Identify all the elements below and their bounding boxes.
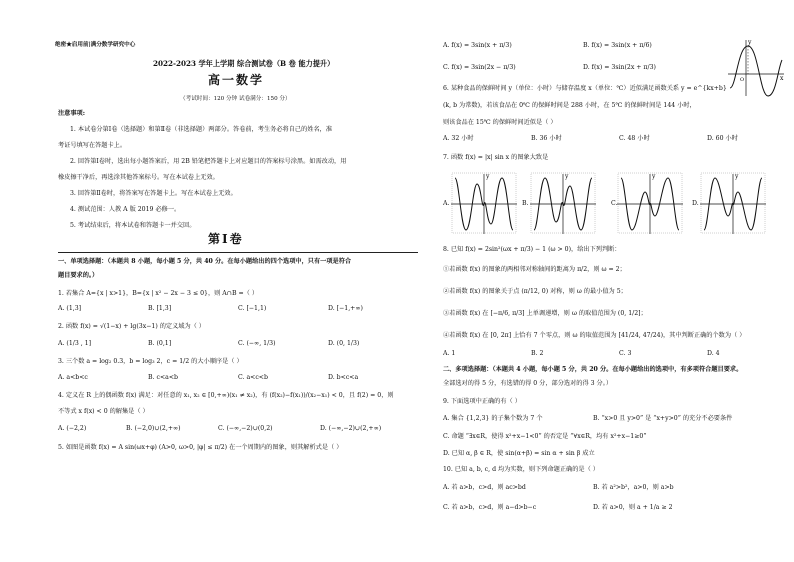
q1-option-d: D. [−1,+∞): [328, 305, 363, 312]
q3-option-c: C. a<c<b: [238, 374, 268, 381]
q10-stem: 10. 已知 a, b, c, d 均为实数，则下列命题正确的是（ ）: [443, 466, 599, 473]
q10-option-c: C. 若 a>b，c>d，则 a−d>b−c: [443, 504, 537, 511]
secret-label: 绝密★启用前|满分数学研究中心: [55, 42, 136, 48]
q8-line-2: ①若函数 f(x) 的图象的两相邻对称轴间的距离为 π/2，则 ω = 2；: [443, 266, 626, 273]
q4-stem: 4. 定义在 R 上的偶函数 f(x) 满足：对任意的 x₁, x₂ ∈ [0,+∞)(x₁ ≠ x₂)，有 (f(x₂)−f(x₁))/(x₂−x₁) < 0，且 f(2) = 0，则: [58, 392, 394, 399]
q9-option-b: B. “x>0 且 y>0” 是 “x+y>0” 的充分不必要条件: [593, 415, 733, 422]
q2-option-b: B. (0,1]: [148, 340, 172, 347]
notice-2b: 橡皮擦干净后，再选涂其他答案标号。写在本试卷上无效。: [58, 174, 219, 181]
q8-option-c: C. 3: [619, 350, 632, 357]
q9-option-a: A. 集合 {1,2,3} 的子集个数为 7 个: [443, 415, 543, 422]
q7d-y-label: y: [735, 173, 739, 180]
q2-option-a: A. (1/3 , 1]: [58, 340, 92, 347]
q5-option-c: C. f(x) = 3sin(2x − π/3): [443, 64, 516, 71]
q9-option-d: D. 已知 α, β ∈ R，使 sin(α+β) = sin α + sin β 成立: [443, 450, 595, 457]
q1-option-b: B. [1,3]: [148, 305, 172, 312]
notice-1a: 1. 本试卷分第Ⅰ卷（选择题）和第Ⅱ卷（非选择题）两部分。答卷前，考生务必将自己的姓名，准: [70, 126, 333, 133]
q5-option-d: D. f(x) = 3sin(2x + π/3): [583, 64, 656, 71]
q8-line-5: ④若函数 f(x) 在 [0, 2π] 上恰有 7 个零点，则 ω 的取值范围为 [41/24, 47/24)，其中判断正确的个数为（ ）: [443, 332, 746, 339]
notice-2a: 2. 回答第Ⅰ卷时，选出每小题答案后，用 2B 铅笔把答题卡上对应题目的答案标号涂黑。如需改动，用: [70, 158, 347, 165]
q6-option-a: A. 32 小时: [443, 135, 474, 142]
q4-option-c: C. (−∞,−2)∪(0,2): [218, 425, 273, 432]
q7-graph-b: [530, 172, 596, 234]
q7-graph-c: [617, 172, 683, 234]
q1-option-a: A. (1,3]: [58, 305, 82, 312]
sec1-heading: 一、单项选择题：（本题共 8 小题，每小题 5 分，共 40 分。在每小题给出的四个选项中，只有一项是符合: [58, 258, 352, 265]
q7-graph-d: [700, 172, 766, 234]
sec2-heading-1: 二、多项选择题：（本题共 4 小题，每小题 5 分，共 20 分。在每小题给出的选项中，有多项符合题目要求。: [443, 366, 743, 373]
q7c-y-label: y: [652, 173, 656, 180]
q10-option-b: B. 若 a²>b²，a>0，则 a>b: [593, 484, 674, 491]
q8-line-3: ②若函数 f(x) 的图象关于点 (π/12, 0) 对称，则 ω 的最小值为 5；: [443, 288, 627, 295]
q2-option-c: C. (−∞, 1/3): [238, 340, 276, 347]
q7-label-d: D.: [692, 200, 699, 207]
q4-stem-2: 不等式 x f(x) < 0 的解集是（ ）: [58, 408, 149, 415]
divider: [58, 252, 418, 253]
q8-option-d: D. 4: [707, 350, 720, 357]
q5-origin-label: O: [740, 77, 745, 83]
q1-option-c: C. [−1,1): [238, 305, 267, 312]
q6-option-d: D. 60 小时: [707, 135, 738, 142]
q3-stem: 3. 三个数 a = log₂ 0.3，b = log₃ 2，c = 1/2 的大小顺序是（ ）: [58, 358, 243, 365]
time-info: （考试时间：120 分钟 试卷满分：150 分）: [180, 96, 291, 102]
q9-stem: 9. 下面选项中正确的有（ ）: [443, 398, 521, 405]
q7b-y-label: y: [565, 173, 569, 180]
q8-option-a: A. 1: [443, 350, 456, 357]
q6-line-3: 则该食品在 15℃ 的保鲜时间近似是（ ）: [443, 119, 557, 126]
notice-4: 4. 测试范围：人教 A 版 2019 必修一。: [70, 206, 181, 213]
part1-title: 第Ⅰ卷: [208, 232, 244, 246]
q5-option-a: A. f(x) = 3sin(x + π/3): [443, 42, 512, 49]
q10-option-a: A. 若 a>b，c>d，则 ac>bd: [443, 484, 526, 491]
q7-label-c: C.: [611, 200, 618, 207]
notice-title: 注意事项:: [58, 110, 86, 117]
q6-option-c: C. 48 小时: [619, 135, 650, 142]
q6-option-b: B. 36 小时: [531, 135, 562, 142]
q1-stem: 1. 若集合 A={x | x>1}，B={x | x² − 2x − 3 ≤ 0}，则 A∩B =（ ）: [58, 290, 259, 297]
notice-1b: 考证号填写在答题卡上。: [58, 142, 127, 149]
notice-3: 3. 回答第Ⅱ卷时，将答案写在答题卡上。写在本试卷上无效。: [70, 190, 237, 197]
q6-line-1: 6. 某种食品的保鲜时间 y（单位：小时）与储存温度 x（单位：℃）近似满足函数关系 y = e^{kx+b}: [443, 85, 727, 92]
q3-option-d: D. b<c<a: [328, 374, 359, 381]
q3-option-b: B. c<a<b: [148, 374, 178, 381]
q2-option-d: D. (0, 1/3): [328, 340, 360, 347]
q7-stem: 7. 函数 f(x) = |x| sin x 的图象大致是: [443, 154, 549, 161]
q8-line-4: ③若函数 f(x) 在 [−π/6, π/3] 上单调递增，则 ω 的取值范围为 (0, 1/2]；: [443, 310, 647, 317]
q7-graph-a: [451, 172, 517, 234]
q5-option-b: B. f(x) = 3sin(x + π/6): [583, 42, 652, 49]
q5-y-label: y: [748, 39, 752, 46]
q8-option-b: B. 2: [531, 350, 544, 357]
exam-title: 2022-2023 学年上学期 综合测试卷（B 卷 能力提升）: [153, 59, 335, 68]
q7-label-b: B.: [522, 200, 529, 207]
q4-option-b: B. (−2,0)∪(2,+∞): [126, 425, 181, 432]
sec1-heading-2: 题目要求的。）: [58, 272, 99, 279]
q4-option-d: D. (−∞,−2)∪(2,+∞): [320, 425, 382, 432]
q3-option-a: A. a<b<c: [58, 374, 88, 381]
q5-stem: 5. 如图是函数 f(x) = A sin(ωx+φ) (A>0, ω>0, |φ| ≤ π/2) 在一个周期内的图象，则其解析式是（ ）: [58, 444, 343, 451]
q7a-y-label: y: [486, 173, 490, 180]
subject-title: 高一数学: [208, 73, 265, 87]
q4-option-a: A. (−2,2): [58, 425, 87, 432]
sec2-heading-2: 全部选对的得 5 分，有选错的得 0 分，部分选对的得 3 分。）: [443, 380, 613, 387]
q2-stem: 2. 函数 f(x) = √(1−x) + lg(3x−1) 的定义域为（ ）: [58, 323, 205, 330]
q5-x-label: x: [780, 75, 784, 82]
q6-line-2: (k, b 为常数)，若该食品在 0℃ 的保鲜时间是 288 小时，在 5℃ 的保鲜时间是 144 小时，: [443, 102, 696, 109]
notice-5: 5. 考试结束后，将本试卷和答题卡一并交回。: [70, 222, 196, 229]
q9-option-c: C. 命题 “∃x∈R，使得 x²+x−1<0” 的否定是 “∀x∈R，均有 x²+x−1≥0”: [443, 433, 647, 440]
q8-line-1: 8. 已知 f(x) = 2sin²(ωx + π/3) − 1 (ω > 0)，给出下列判断：: [443, 246, 621, 253]
q7-label-a: A.: [443, 200, 450, 207]
exam-page: [18, 34, 784, 534]
q10-option-d: D. 若 a>0，则 a + 1/a ≥ 2: [593, 504, 673, 511]
q5-graph: [726, 38, 786, 98]
